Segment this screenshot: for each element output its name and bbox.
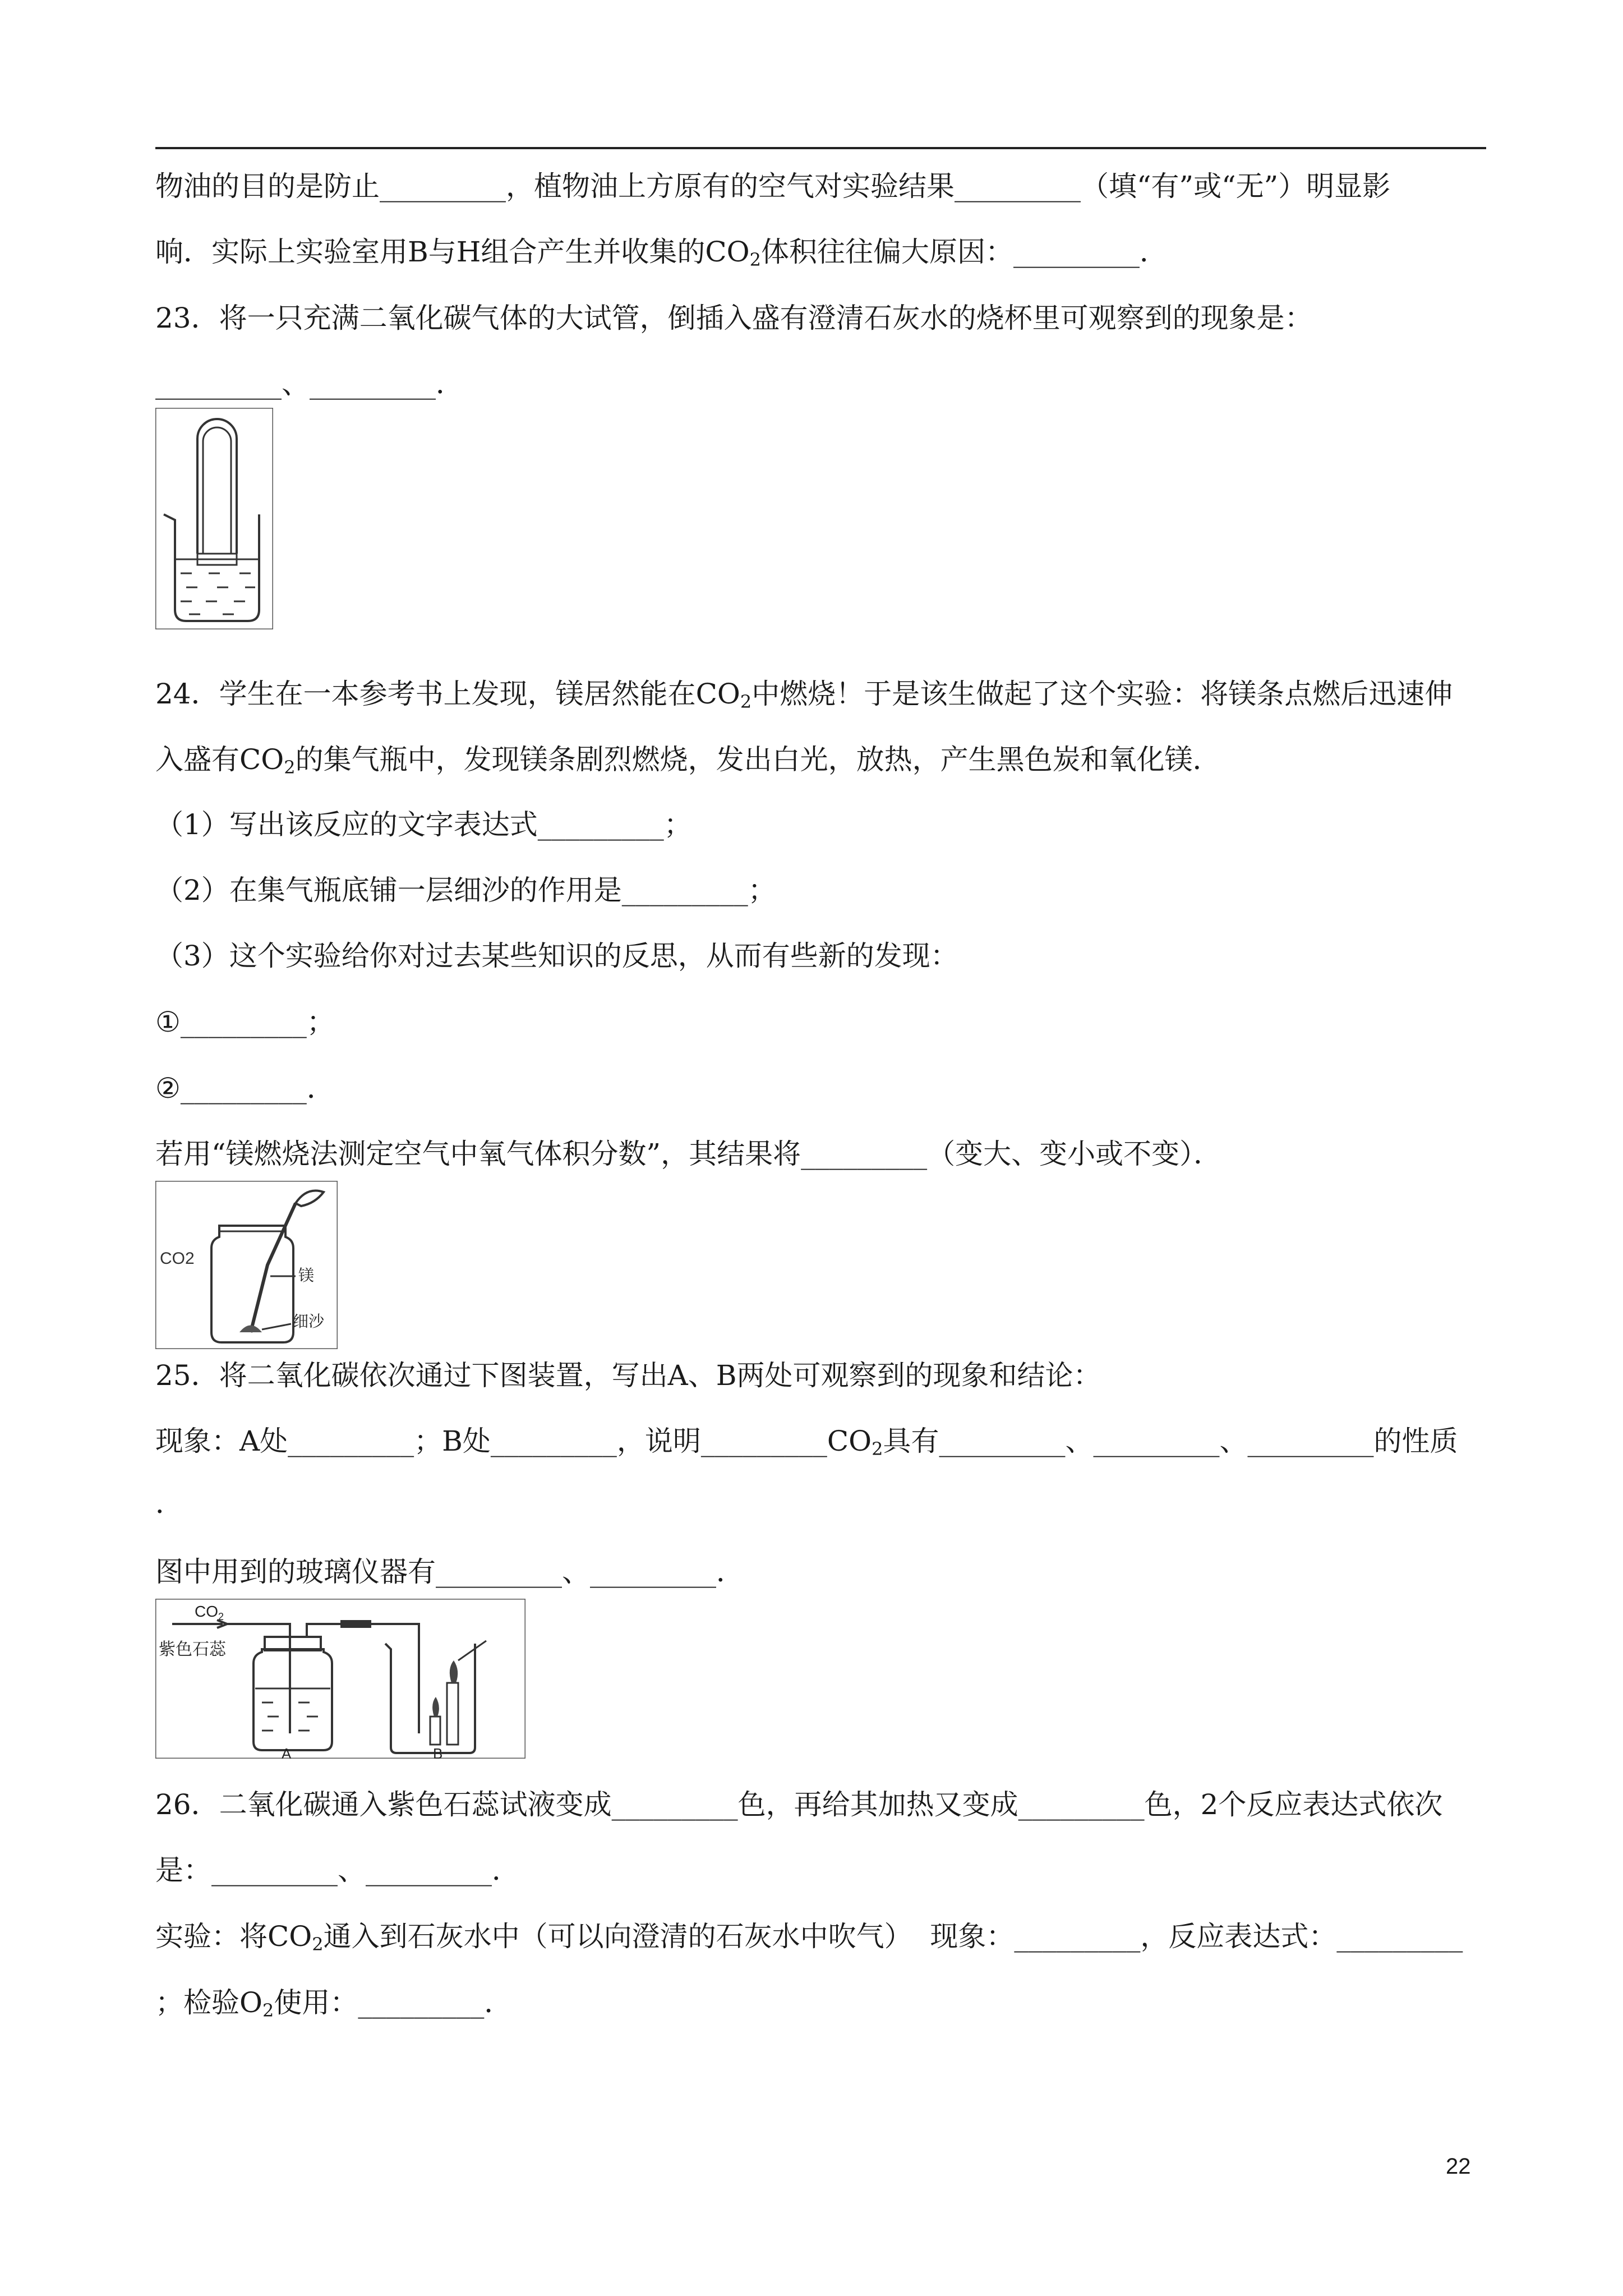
text-line: 物油的目的是防止_________，植物油上方原有的空气对实验结果_________（填“有”或“无”）明显影 [155, 170, 1391, 203]
question-23: 23．将一只充满二氧化碳气体的大试管，倒插入盛有澄清石灰水的烧杯里可观察到的现象是： [155, 302, 1313, 334]
svg-text:紫色石蕊: 紫色石蕊 [159, 1640, 226, 1659]
text-line: 是：_________、_________． [155, 1854, 520, 1887]
svg-text:B: B [433, 1745, 443, 1759]
figure-co2-apparatus [155, 1599, 525, 1759]
figure-test-tube-beaker [155, 408, 273, 629]
answer-blanks: _________、_________． [155, 367, 464, 400]
text-line: 若用“镁燃烧法测定空气中氧气体积分数”，其结果将_________（变大、变小或不变）． [155, 1138, 1222, 1170]
text-line: ． [155, 1487, 183, 1520]
text-line: 入盛有$CO_2$的集气瓶中，发现镁条剧烈燃烧，发出白光，放热，产生黑色炭和氧化镁． [155, 743, 1221, 778]
svg-text:CO2: CO2 [160, 1249, 195, 1268]
question-26: 26．二氧化碳通入紫色石蕊试液变成_________色，再给其加热又变成_________色，2个反应表达式依次 [155, 1788, 1443, 1821]
page-number: 22 [1446, 2154, 1471, 2179]
answer-blank-2: ②_________． [155, 1072, 335, 1105]
svg-text:细沙: 细沙 [293, 1312, 325, 1331]
question-25: 25．将二氧化碳依次通过下图装置，写出A、B两处可观察到的现象和结论： [155, 1359, 1101, 1392]
text-line: 图中用到的玻璃仪器有_________、_________． [155, 1556, 744, 1588]
svg-text:A: A [282, 1745, 292, 1759]
svg-text:CO2: $CO_2$ [195, 1603, 224, 1622]
answer-blank-1: ①_________； [155, 1006, 335, 1038]
experiment-line: 实验：将$CO_2$通入到石灰水中（可以向澄清的石灰水中吹气） 现象：_________，反应表达式：_________ [155, 1920, 1463, 1955]
figure-magnesium-combustion [155, 1181, 338, 1349]
question-24-3: （3）这个实验给你对过去某些知识的反思，从而有些新的发现： [155, 940, 958, 972]
svg-text:镁: 镁 [298, 1266, 315, 1285]
text-line: 现象：A处_________；B处_________，说明$\_\_\_\_\_\_\_\_\_CO_2$具有_________、_________、_________的性质 [155, 1425, 1458, 1460]
text-line: 响．实际上实验室用B与H组合产生并收集的$CO_2$体积往往偏大原因：_________． [155, 236, 1168, 270]
question-24-1: （1）写出该反应的文字表达式_________； [155, 808, 692, 841]
header-rule [155, 147, 1486, 149]
question-24: 24．学生在一本参考书上发现，镁居然能在$CO_2$中燃烧！于是该生做起了这个实验：将镁条点燃后迅速伸 [155, 678, 1453, 712]
text-line: ；检验$O_2$使用：_________． [155, 1986, 513, 2021]
question-24-2: （2）在集气瓶底铺一层细沙的作用是_________； [155, 874, 776, 907]
